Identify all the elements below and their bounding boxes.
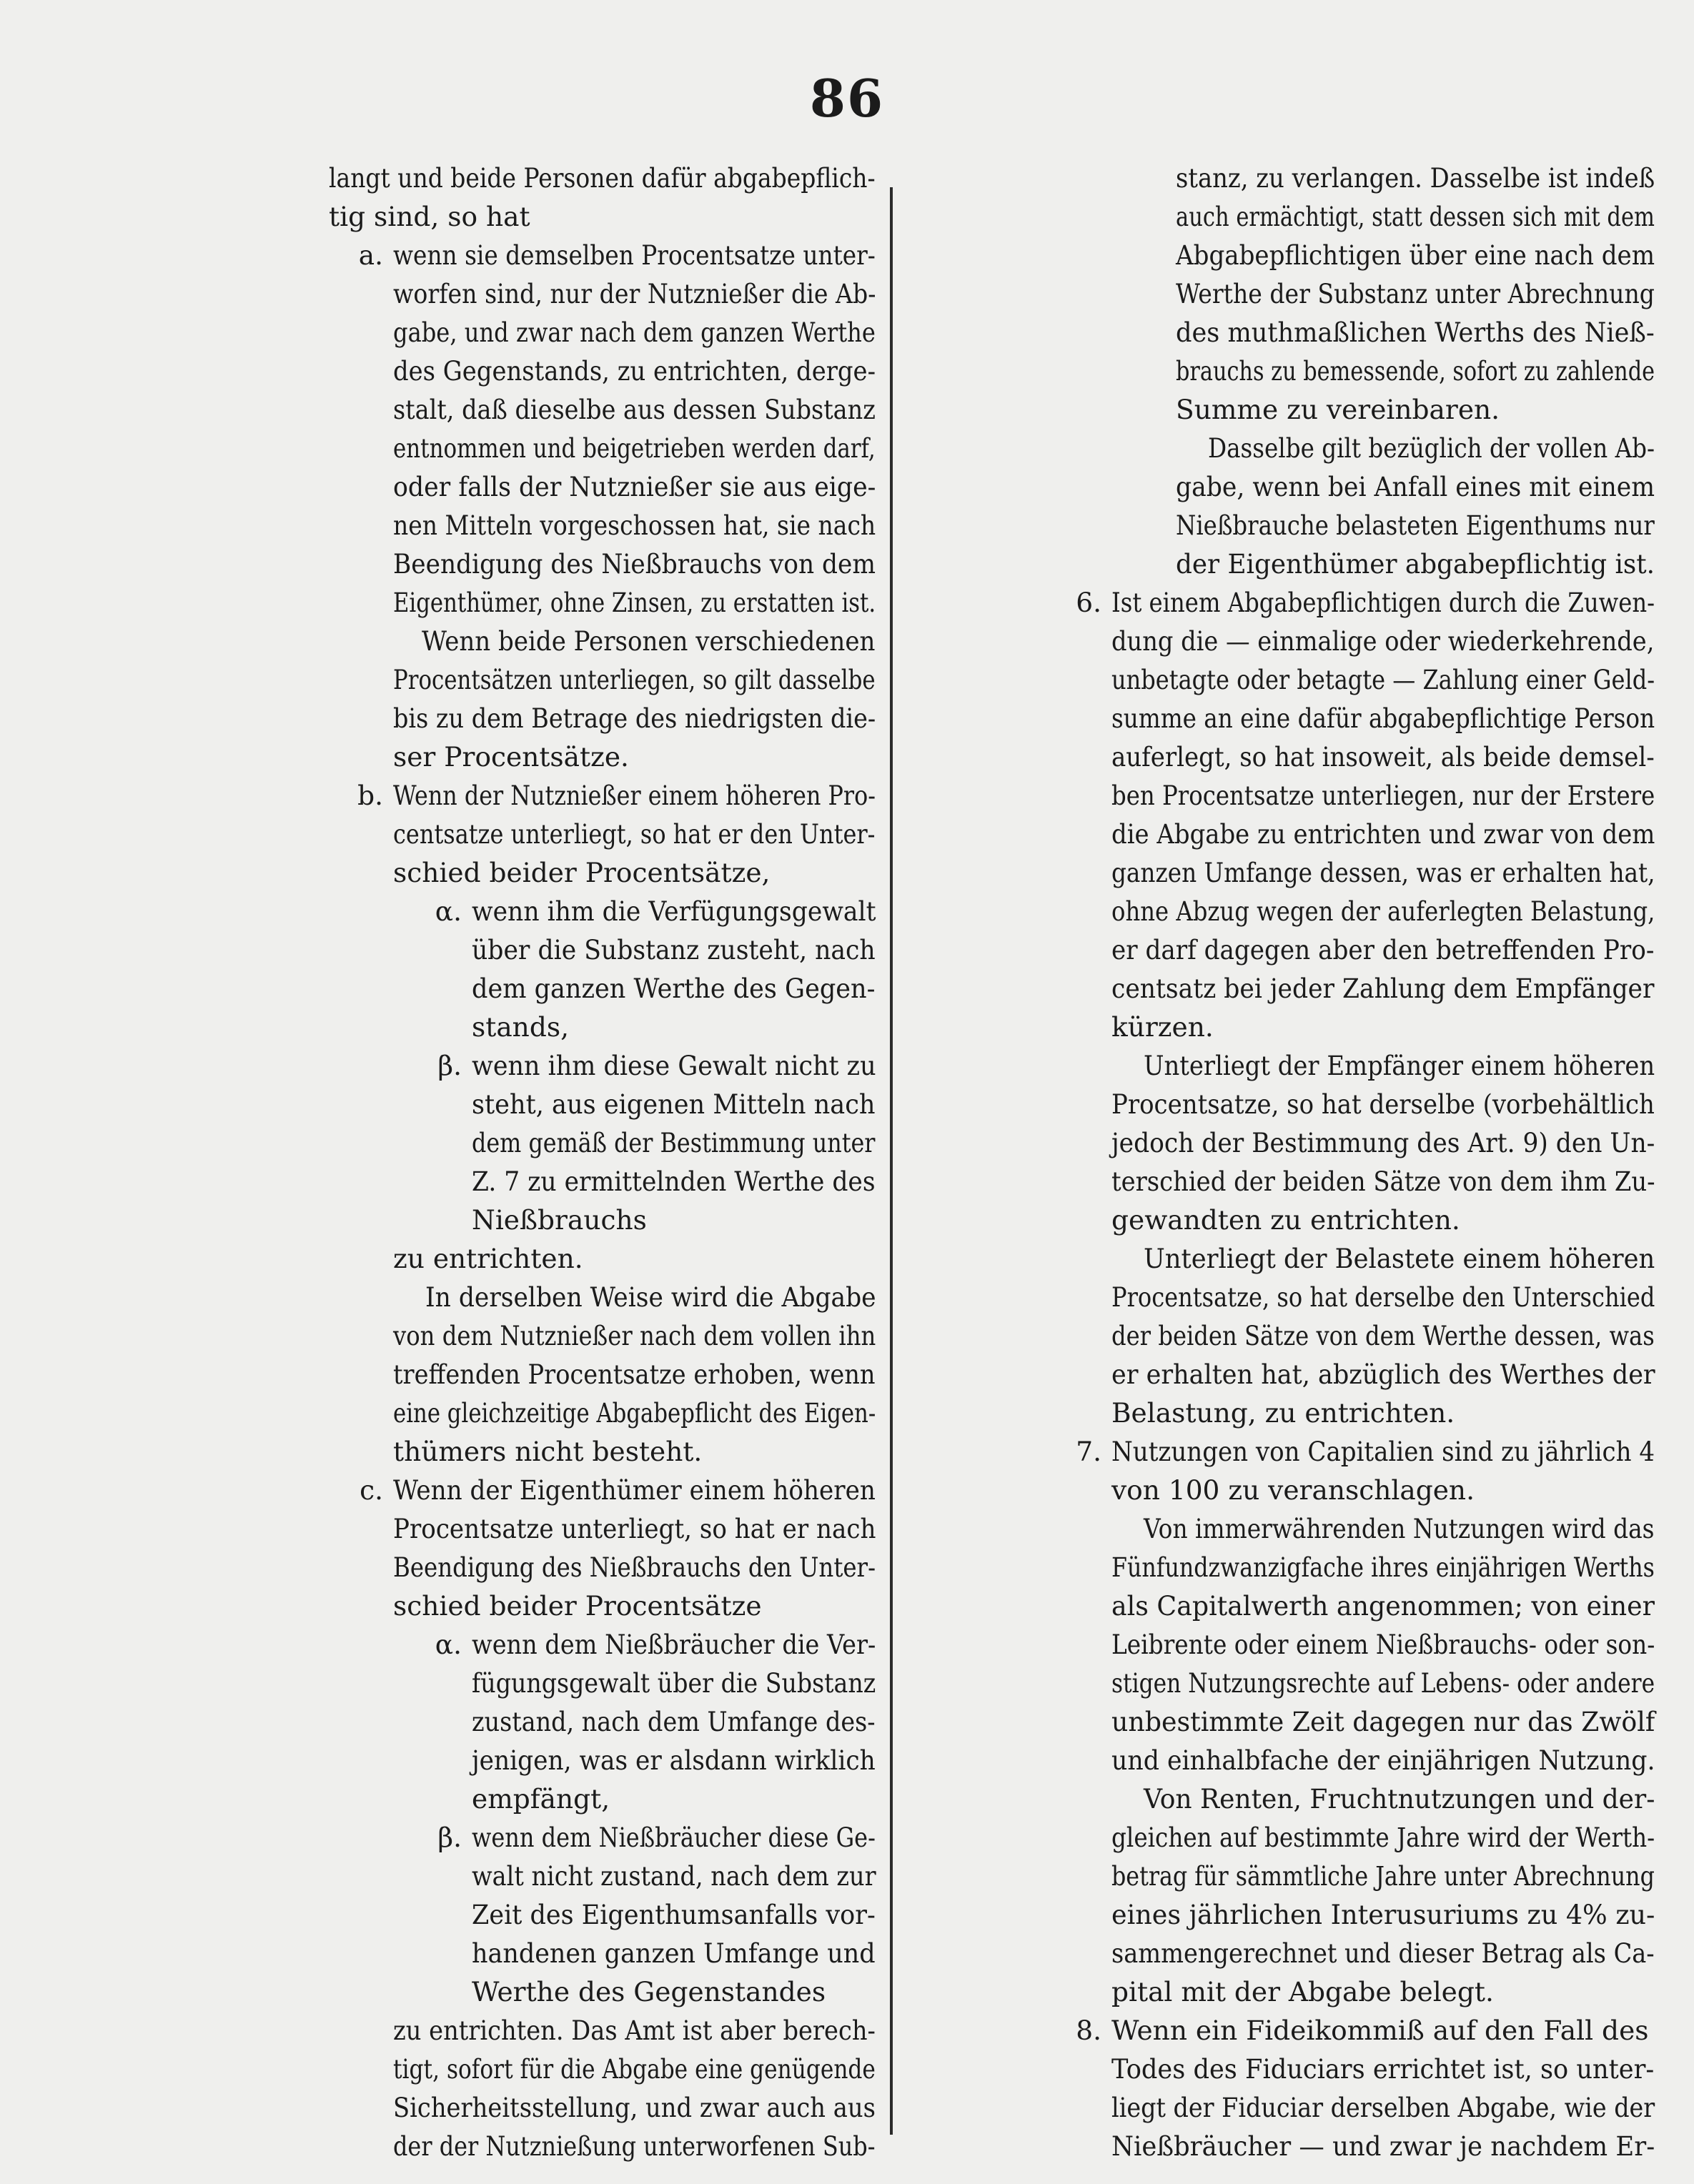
text-line xyxy=(908,1664,1694,1702)
list-marker: β. xyxy=(437,1822,462,1853)
line-text: nen Mitteln vorgeschossen hat, sie nach xyxy=(393,510,876,541)
text-line xyxy=(908,1509,1694,1548)
text-line xyxy=(0,1857,876,1895)
text-line xyxy=(0,1702,876,1741)
line-text: Procentsatze unterliegt, so hat er nach xyxy=(393,1513,876,1544)
text-line xyxy=(0,583,876,622)
text-line xyxy=(0,429,876,467)
line-text: der der Nutznießung unterworfenen Sub- xyxy=(393,2130,876,2162)
line-text: Sicherheitsstellung, und zwar auch aus xyxy=(393,2092,876,2123)
text-line xyxy=(0,1471,876,1509)
text-line xyxy=(908,1780,1694,1818)
line-text: zu entrichten. xyxy=(393,1243,583,1274)
line-text: gabe, und zwar nach dem ganzen Werthe xyxy=(393,317,876,348)
text-line xyxy=(0,1548,876,1587)
text-line xyxy=(908,1394,1694,1432)
line-text: Beendigung des Nießbrauchs den Unter- xyxy=(393,1552,876,1583)
text-line xyxy=(908,1239,1694,1278)
line-text: Von immerwährenden Nutzungen wird das xyxy=(1144,1513,1655,1544)
line-text: worfen sind, nur der Nutznießer die Ab- xyxy=(393,278,876,309)
line-text: wenn dem Nießbräucher die Ver- xyxy=(472,1629,876,1660)
text-line xyxy=(0,1162,876,1201)
text-line xyxy=(908,2127,1694,2165)
line-text: auferlegt, so hat insoweit, als beide demsel- xyxy=(1111,741,1655,773)
line-text: stanz, zu verlangen. Dasselbe ist indeß xyxy=(1176,162,1655,194)
line-text: fügungsgewalt über die Substanz xyxy=(472,1667,876,1699)
line-text: dung die — einmalige oder wiederkehrende, xyxy=(1111,625,1655,657)
text-line xyxy=(0,2011,876,2050)
line-text: Nießbrauchs xyxy=(472,1204,647,1236)
text-line xyxy=(0,1432,876,1471)
text-line xyxy=(0,1587,876,1625)
text-line xyxy=(908,159,1694,197)
text-line xyxy=(908,1741,1694,1780)
line-text: oder falls der Nutznießer sie aus eige- xyxy=(393,471,876,502)
text-line xyxy=(908,660,1694,699)
text-line xyxy=(908,622,1694,660)
text-line xyxy=(0,1934,876,1972)
list-marker: α. xyxy=(435,895,462,927)
line-text: dem gemäß der Bestimmung unter xyxy=(472,1127,876,1158)
line-text: unbestimmte Zeit dagegen nur das Zwölf xyxy=(1111,1706,1655,1737)
text-line xyxy=(0,506,876,545)
text-line xyxy=(908,236,1694,274)
text-line xyxy=(908,1085,1694,1123)
line-text: Nutzungen von Capitalien sind zu jährlich 4 xyxy=(1111,1436,1655,1467)
text-line xyxy=(908,2088,1694,2127)
line-text: eine gleichzeitige Abgabepflicht des Eigen- xyxy=(393,1397,876,1429)
text-line xyxy=(908,274,1694,313)
text-line xyxy=(0,1201,876,1239)
line-text: ganzen Umfange dessen, was er erhalten hat, xyxy=(1111,857,1655,888)
line-text: sammengerechnet und dieser Betrag als Ca- xyxy=(1111,1937,1655,1969)
line-text: des Gegenstands, zu entrichten, derge- xyxy=(393,355,876,387)
line-text: Beendigung des Nießbrauchs von dem xyxy=(393,548,876,580)
line-text: stalt, daß dieselbe aus dessen Substanz xyxy=(393,394,876,425)
text-line xyxy=(908,583,1694,622)
line-text: er darf dagegen aber den betreffenden Pro- xyxy=(1111,934,1655,966)
line-text: der Eigenthümer abgabepflichtig ist. xyxy=(1176,548,1655,580)
text-line xyxy=(908,738,1694,776)
line-text: von 100 zu veranschlagen. xyxy=(1111,1474,1475,1506)
line-text: eines jährlichen Interusuriums zu 4% zu- xyxy=(1111,1899,1655,1930)
text-line xyxy=(0,776,876,815)
text-line xyxy=(908,1587,1694,1625)
text-line xyxy=(0,467,876,506)
line-text: des muthmaßlichen Werths des Nieß- xyxy=(1176,317,1655,348)
text-line xyxy=(0,1355,876,1394)
text-line xyxy=(908,892,1694,930)
text-line xyxy=(908,467,1694,506)
line-text: brauchs zu bemessende, sofort zu zahlende xyxy=(1176,355,1655,387)
line-text: Zeit des Eigenthumsanfalls vor- xyxy=(472,1899,876,1930)
text-line xyxy=(0,1509,876,1548)
list-marker: a. xyxy=(358,239,383,271)
text-line xyxy=(908,930,1694,969)
text-line xyxy=(0,1008,876,1046)
text-line xyxy=(0,1741,876,1780)
line-text: Unterliegt der Empfänger einem höheren xyxy=(1144,1050,1655,1081)
line-text: walt nicht zustand, nach dem zur xyxy=(472,1860,876,1892)
text-line xyxy=(908,853,1694,892)
text-line xyxy=(908,1355,1694,1394)
line-text: wenn ihm diese Gewalt nicht zu xyxy=(472,1050,876,1081)
line-text: unbetagte oder betagte — Zahlung einer Geld- xyxy=(1111,664,1655,695)
list-marker: β. xyxy=(437,1050,462,1081)
line-text: centsatz bei jeder Zahlung dem Empfänger xyxy=(1111,973,1655,1004)
text-line xyxy=(0,1085,876,1123)
text-line xyxy=(0,660,876,699)
text-line xyxy=(0,197,876,236)
text-line xyxy=(908,390,1694,429)
text-line xyxy=(0,313,876,352)
line-text: Dasselbe gilt bezüglich der vollen Ab- xyxy=(1208,432,1655,464)
text-line xyxy=(908,1046,1694,1085)
text-line xyxy=(0,1780,876,1818)
column-divider xyxy=(890,187,893,2135)
line-text: zustand, nach dem Umfange des- xyxy=(472,1706,876,1737)
line-text: entnommen und beigetrieben werden darf, xyxy=(393,432,876,464)
text-line xyxy=(0,815,876,853)
text-line xyxy=(0,622,876,660)
text-line xyxy=(0,1972,876,2011)
page-number: 86 xyxy=(809,68,885,129)
line-text: liegt der Fiduciar derselben Abgabe, wie der xyxy=(1111,2092,1655,2123)
text-line xyxy=(908,313,1694,352)
text-line xyxy=(0,1394,876,1432)
text-line xyxy=(908,2050,1694,2088)
line-text: terschied der beiden Sätze von dem ihm Zu- xyxy=(1111,1166,1655,1197)
line-text: Nießbrauche belasteten Eigenthums nur xyxy=(1176,510,1655,541)
line-text: er erhalten hat, abzüglich des Werthes der xyxy=(1111,1359,1655,1390)
text-line xyxy=(0,1239,876,1278)
list-marker: 8. xyxy=(1076,2015,1101,2046)
line-text: Werthe der Substanz unter Abrechnung xyxy=(1176,278,1655,309)
line-text: centsatze unterliegt, so hat er den Unter- xyxy=(393,818,876,850)
line-text: wenn ihm die Verfügungsgewalt xyxy=(472,895,876,927)
text-line xyxy=(0,236,876,274)
line-text: Wenn der Eigenthümer einem höheren xyxy=(393,1474,876,1506)
text-line xyxy=(908,1857,1694,1895)
text-line xyxy=(908,545,1694,583)
line-text: Ist einem Abgabepflichtigen durch die Zuwen- xyxy=(1111,587,1655,618)
list-marker: α. xyxy=(435,1629,462,1660)
text-line xyxy=(908,1008,1694,1046)
line-text: thümers nicht besteht. xyxy=(393,1436,703,1467)
text-line xyxy=(0,545,876,583)
line-text: Eigenthümer, ohne Zinsen, zu erstatten ist. xyxy=(393,587,876,618)
line-text: die Abgabe zu entrichten und zwar von dem xyxy=(1111,818,1655,850)
text-line xyxy=(908,1278,1694,1316)
text-line xyxy=(0,352,876,390)
text-line xyxy=(908,815,1694,853)
text-line xyxy=(908,1625,1694,1664)
line-text: Werthe des Gegenstandes xyxy=(472,1976,826,2007)
line-text: gewandten zu entrichten. xyxy=(1111,1204,1460,1236)
text-line xyxy=(0,930,876,969)
line-text: Von Renten, Fruchtnutzungen und der- xyxy=(1144,1783,1655,1815)
text-line xyxy=(0,2088,876,2127)
line-text: jedoch der Bestimmung des Art. 9) den Un- xyxy=(1111,1127,1655,1158)
text-line xyxy=(908,1471,1694,1509)
line-text: Wenn der Nutznießer einem höheren Pro- xyxy=(393,780,876,811)
text-line xyxy=(0,853,876,892)
text-line xyxy=(908,1316,1694,1355)
text-line xyxy=(908,1702,1694,1741)
text-line xyxy=(908,197,1694,236)
line-text: Wenn beide Personen verschiedenen xyxy=(422,625,876,657)
line-text: kürzen. xyxy=(1111,1011,1214,1043)
line-text: empfängt, xyxy=(472,1783,610,1815)
line-text: Unterliegt der Belastete einem höheren xyxy=(1144,1243,1655,1274)
text-line xyxy=(0,892,876,930)
text-line xyxy=(908,2011,1694,2050)
line-text: dem ganzen Werthe des Gegen- xyxy=(472,973,876,1004)
left-column xyxy=(0,159,876,2165)
text-line xyxy=(908,699,1694,738)
line-text: wenn dem Nießbräucher diese Ge- xyxy=(472,1822,876,1853)
line-text: jenigen, was er alsdann wirklich xyxy=(472,1744,876,1776)
text-line xyxy=(0,1664,876,1702)
text-line xyxy=(908,776,1694,815)
line-text: pital mit der Abgabe belegt. xyxy=(1111,1976,1494,2007)
text-line xyxy=(0,1046,876,1085)
line-text: Summe zu vereinbaren. xyxy=(1176,394,1500,425)
text-line xyxy=(908,1432,1694,1471)
line-text: ohne Abzug wegen der auferlegten Belastung, xyxy=(1111,895,1655,927)
text-line xyxy=(908,352,1694,390)
text-line xyxy=(908,1548,1694,1587)
line-text: stands, xyxy=(472,1011,569,1043)
line-text: bis zu dem Betrage des niedrigsten die- xyxy=(393,703,876,734)
line-text: ser Procentsätze. xyxy=(393,741,629,773)
line-text: Todes des Fiduciars errichtet ist, so unter- xyxy=(1111,2053,1655,2085)
line-text: tigt, sofort für die Abgabe eine genügende xyxy=(393,2053,876,2085)
line-text: wenn sie demselben Procentsatze unter- xyxy=(393,239,876,271)
line-text: Leibrente oder einem Nießbrauchs- oder son- xyxy=(1111,1629,1655,1660)
right-column xyxy=(908,159,1694,2165)
text-line xyxy=(908,1972,1694,2011)
line-text: In derselben Weise wird die Abgabe xyxy=(425,1281,876,1313)
line-text: Wenn ein Fideikommiß auf den Fall des xyxy=(1111,2015,1649,2046)
line-text: stigen Nutzungsrechte auf Lebens- oder andere xyxy=(1111,1667,1655,1699)
line-text: steht, aus eigenen Mitteln nach xyxy=(472,1088,876,1120)
line-text: der beiden Sätze von dem Werthe dessen, was xyxy=(1111,1320,1655,1351)
text-line xyxy=(908,1895,1694,1934)
text-line xyxy=(908,969,1694,1008)
line-text: über die Substanz zusteht, nach xyxy=(472,934,876,966)
text-line xyxy=(908,1123,1694,1162)
text-line xyxy=(0,2127,876,2165)
text-line xyxy=(908,429,1694,467)
line-text: Nießbräucher — und zwar je nachdem Er- xyxy=(1111,2130,1655,2162)
text-line xyxy=(0,699,876,738)
line-text: Belastung, zu entrichten. xyxy=(1111,1397,1455,1429)
list-marker: b. xyxy=(357,780,383,811)
line-text: Fünfundzwanzigfache ihres einjährigen Werths xyxy=(1111,1552,1655,1583)
text-line xyxy=(0,1316,876,1355)
line-text: Z. 7 zu ermittelnden Werthe des xyxy=(472,1166,876,1197)
list-marker: c. xyxy=(360,1474,383,1506)
text-line xyxy=(0,2050,876,2088)
text-line xyxy=(908,1934,1694,1972)
line-text: Abgabepflichtigen über eine nach dem xyxy=(1176,239,1655,271)
line-text: schied beider Procentsätze xyxy=(393,1590,762,1622)
text-line xyxy=(908,506,1694,545)
line-text: betrag für sämmtliche Jahre unter Abrechnung xyxy=(1111,1860,1655,1892)
line-text: langt und beide Personen dafür abgabepflich- xyxy=(329,162,876,194)
text-line xyxy=(0,738,876,776)
line-text: von dem Nutznießer nach dem vollen ihn xyxy=(393,1320,876,1351)
text-line xyxy=(0,1278,876,1316)
text-line xyxy=(0,159,876,197)
line-text: treffenden Procentsatze erhoben, wenn xyxy=(393,1359,876,1390)
list-marker: 7. xyxy=(1076,1436,1101,1467)
line-text: auch ermächtigt, statt dessen sich mit dem xyxy=(1176,201,1655,232)
text-line xyxy=(0,1895,876,1934)
line-text: Procentsatze, so hat derselbe (vorbehältlich xyxy=(1111,1088,1655,1120)
text-line xyxy=(0,274,876,313)
line-text: und einhalbfache der einjährigen Nutzung. xyxy=(1111,1744,1655,1776)
text-line xyxy=(908,1818,1694,1857)
line-text: summe an eine dafür abgabepflichtige Person xyxy=(1111,703,1655,734)
text-line xyxy=(0,390,876,429)
line-text: ben Procentsatze unterliegen, nur der Erstere xyxy=(1111,780,1655,811)
line-text: Procentsätzen unterliegen, so gilt dasselbe xyxy=(393,664,876,695)
line-text: gleichen auf bestimmte Jahre wird der Werth- xyxy=(1111,1822,1655,1853)
line-text: Procentsatze, so hat derselbe den Unterschied xyxy=(1111,1281,1655,1313)
line-text: als Capitalwerth angenommen; von einer xyxy=(1111,1590,1655,1622)
text-line xyxy=(908,1201,1694,1239)
line-text: handenen ganzen Umfange und xyxy=(472,1937,876,1969)
text-line xyxy=(0,1123,876,1162)
text-line xyxy=(0,969,876,1008)
line-text: tig sind, so hat xyxy=(329,201,530,232)
line-text: zu entrichten. Das Amt ist aber berech- xyxy=(393,2015,876,2046)
list-marker: 6. xyxy=(1076,587,1101,618)
text-line xyxy=(0,1625,876,1664)
line-text: schied beider Procentsätze, xyxy=(393,857,771,888)
text-line xyxy=(908,1162,1694,1201)
text-line xyxy=(0,1818,876,1857)
line-text: gabe, wenn bei Anfall eines mit einem xyxy=(1176,471,1655,502)
